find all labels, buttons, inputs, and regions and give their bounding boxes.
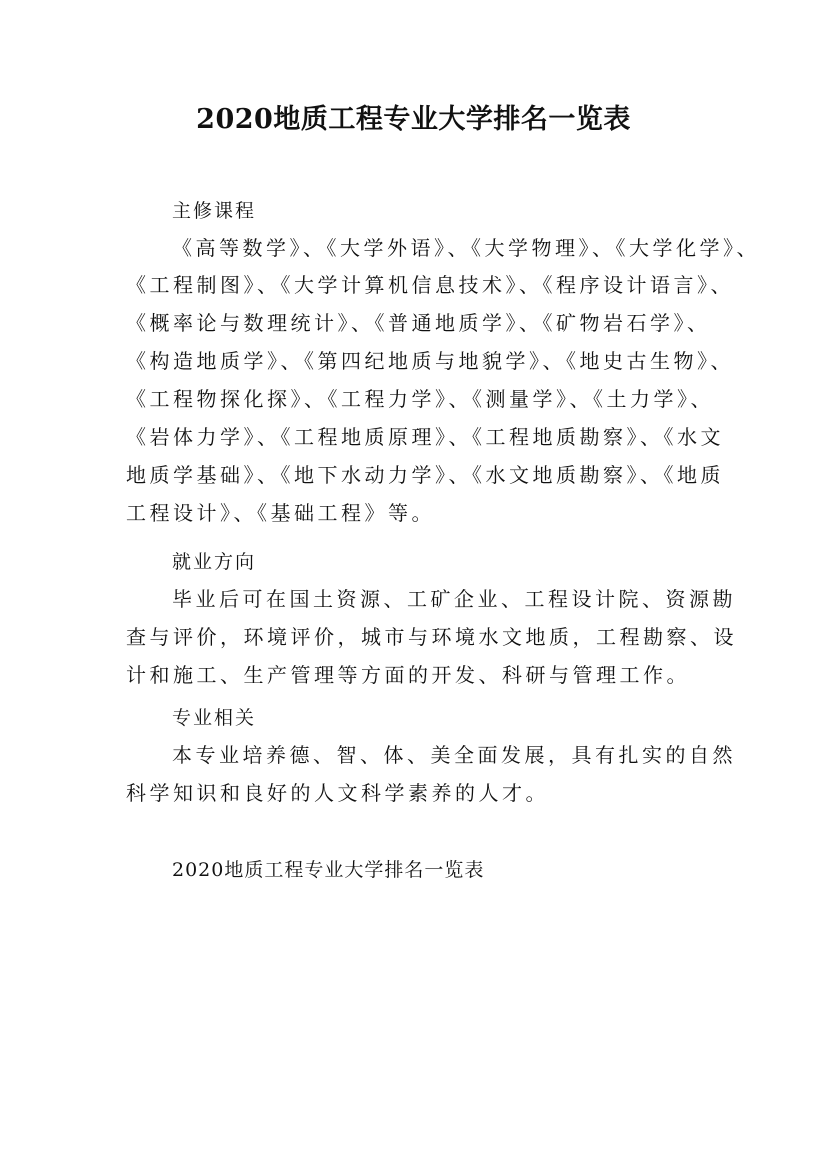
paragraph-line: 《高等数学》、《大学外语》、《大学物理》、《大学化学》、 [172,236,760,260]
paragraph-line: 《构造地质学》、《第四纪地质与地貌学》、《地史古生物》、 [126,349,734,373]
paragraph-line: 《工程物探化探》、《工程力学》、《测量学》、《土力学》、 [126,387,714,411]
paragraph-line: 地质学基础》、《地下水动力学》、《水文地质勘察》、《地质 [126,463,724,487]
section-heading-courses: 主修课程 [172,200,257,222]
section-heading-major-related: 专业相关 [172,707,257,729]
document-title: 2020地质工程专业大学排名一览表 [196,104,631,135]
paragraph-line: 计和施工、生产管理等方面的开发、科研与管理工作。 [126,663,690,687]
paragraph-line: 本专业培养德、智、体、美全面发展，具有扎实的自然 [172,743,736,767]
paragraph-line: 查与评价，环境评价，城市与环境水文地质，工程勘察、设 [126,625,737,649]
paragraph-line: 《岩体力学》、《工程地质原理》、《工程地质勘察》、《水文 [126,425,724,449]
section-heading-employment: 就业方向 [172,551,257,573]
paragraph-line: 科学知识和良好的人文科学素养的人才。 [126,781,549,805]
table-caption: 2020地质工程专业大学排名一览表 [172,859,485,881]
paragraph-line: 《概率论与数理统计》、《普通地质学》、《矿物岩石学》、 [126,311,711,335]
paragraph-line: 毕业后可在国土资源、工矿企业、工程设计院、资源勘 [172,587,736,611]
paragraph-line: 《工程制图》、《大学计算机信息技术》、《程序设计语言》、 [126,273,734,297]
paragraph-line: 工程设计》、《基础工程》等。 [126,501,435,525]
